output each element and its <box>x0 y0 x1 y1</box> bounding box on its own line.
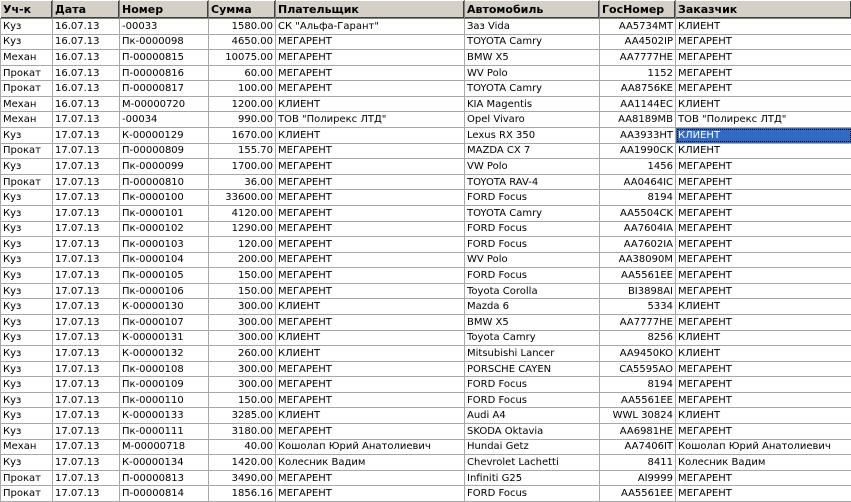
table-row[interactable] <box>1 424 851 440</box>
table-row[interactable] <box>1 283 851 299</box>
cell-number[interactable]: П-00000810 <box>120 174 209 190</box>
cell-customer[interactable]: МЕГАРЕНТ <box>676 205 851 221</box>
cell-plate[interactable]: AA5561EE <box>600 392 676 408</box>
cell-plate[interactable]: AA5504CK <box>600 205 676 221</box>
table-row[interactable] <box>1 455 851 471</box>
cell-plate[interactable]: BI3898AI <box>600 283 676 299</box>
cell-customer[interactable]: МЕГАРЕНТ <box>676 314 851 330</box>
cell-payer[interactable]: Колесник Вадим <box>276 455 465 471</box>
cell-car[interactable]: FORD Focus <box>465 392 600 408</box>
cell-number[interactable]: -00033 <box>120 19 209 35</box>
cell-section[interactable]: Куз <box>1 408 53 424</box>
table-row[interactable] <box>1 190 851 206</box>
cell-date[interactable]: 17.07.13 <box>53 205 120 221</box>
cell-plate[interactable]: AA7777HE <box>600 50 676 66</box>
cell-plate[interactable]: 8194 <box>600 190 676 206</box>
cell-section[interactable]: Прокат <box>1 470 53 486</box>
cell-car[interactable]: VW Polo <box>465 159 600 175</box>
cell-customer[interactable]: МЕГАРЕНТ <box>676 34 851 50</box>
table-row[interactable] <box>1 252 851 268</box>
cell-amount[interactable]: 100.00 <box>209 81 276 97</box>
cell-number[interactable]: Пк-0000111 <box>120 424 209 440</box>
table-row[interactable] <box>1 361 851 377</box>
cell-number[interactable]: П-00000814 <box>120 486 209 502</box>
cell-customer[interactable]: КЛИЕНТ <box>676 96 851 112</box>
cell-date[interactable]: 16.07.13 <box>53 19 120 35</box>
cell-customer[interactable]: МЕГАРЕНТ <box>676 268 851 284</box>
cell-amount[interactable]: 300.00 <box>209 330 276 346</box>
table-row[interactable] <box>1 237 851 253</box>
table-row[interactable] <box>1 128 851 144</box>
cell-car[interactable]: FORD Focus <box>465 190 600 206</box>
cell-customer[interactable]: МЕГАРЕНТ <box>676 424 851 440</box>
cell-plate[interactable]: AA8756KE <box>600 81 676 97</box>
cell-customer[interactable]: МЕГАРЕНТ <box>676 237 851 253</box>
cell-number[interactable]: Пк-0000099 <box>120 159 209 175</box>
cell-number[interactable]: К-00000130 <box>120 299 209 315</box>
cell-payer[interactable]: КЛИЕНТ <box>276 128 465 144</box>
cell-customer[interactable]: МЕГАРЕНТ <box>676 392 851 408</box>
cell-payer[interactable]: МЕГАРЕНТ <box>276 252 465 268</box>
cell-plate[interactable]: AA7604IA <box>600 221 676 237</box>
cell-section[interactable]: Механ <box>1 50 53 66</box>
cell-date[interactable]: 17.07.13 <box>53 143 120 159</box>
cell-number[interactable]: К-00000134 <box>120 455 209 471</box>
cell-number[interactable]: К-00000132 <box>120 346 209 362</box>
cell-plate[interactable]: 5334 <box>600 299 676 315</box>
cell-plate[interactable]: WWL 30824 <box>600 408 676 424</box>
table-row[interactable] <box>1 205 851 221</box>
cell-car[interactable]: KIA Magentis <box>465 96 600 112</box>
cell-section[interactable]: Куз <box>1 330 53 346</box>
cell-section[interactable]: Механ <box>1 112 53 128</box>
cell-amount[interactable]: 300.00 <box>209 299 276 315</box>
cell-date[interactable]: 17.07.13 <box>53 268 120 284</box>
cell-plate[interactable]: 8194 <box>600 377 676 393</box>
table-row[interactable] <box>1 470 851 486</box>
cell-car[interactable]: PORSCHE CAYEN <box>465 361 600 377</box>
cell-car[interactable]: TOYOTA Camry <box>465 34 600 50</box>
cell-customer[interactable]: МЕГАРЕНТ <box>676 50 851 66</box>
cell-section[interactable]: Куз <box>1 361 53 377</box>
cell-plate[interactable]: AA1144EC <box>600 96 676 112</box>
table-row[interactable] <box>1 143 851 159</box>
cell-number[interactable]: Пк-0000105 <box>120 268 209 284</box>
cell-date[interactable]: 17.07.13 <box>53 424 120 440</box>
cell-section[interactable]: Куз <box>1 283 53 299</box>
cell-customer[interactable]: Кошолап Юрий Анатолиевич <box>676 439 851 455</box>
cell-section[interactable]: Куз <box>1 455 53 471</box>
cell-amount[interactable]: 3490.00 <box>209 470 276 486</box>
cell-plate[interactable]: AA9450KO <box>600 346 676 362</box>
table-row[interactable] <box>1 159 851 175</box>
cell-payer[interactable]: КЛИЕНТ <box>276 330 465 346</box>
cell-number[interactable]: П-00000816 <box>120 65 209 81</box>
cell-amount[interactable]: 1290.00 <box>209 221 276 237</box>
cell-customer[interactable]: МЕГАРЕНТ <box>676 283 851 299</box>
cell-customer[interactable]: МЕГАРЕНТ <box>676 159 851 175</box>
cell-amount[interactable]: 1420.00 <box>209 455 276 471</box>
cell-date[interactable]: 16.07.13 <box>53 81 120 97</box>
cell-plate[interactable]: AA8189MB <box>600 112 676 128</box>
cell-date[interactable]: 17.07.13 <box>53 408 120 424</box>
selected-cell[interactable]: КЛИЕНТ <box>676 128 851 144</box>
cell-customer[interactable]: МЕГАРЕНТ <box>676 81 851 97</box>
cell-amount[interactable]: 10075.00 <box>209 50 276 66</box>
cell-amount[interactable]: 300.00 <box>209 377 276 393</box>
cell-payer[interactable]: МЕГАРЕНТ <box>276 221 465 237</box>
cell-plate[interactable]: AA5561EE <box>600 268 676 284</box>
grid-header <box>1 1 851 19</box>
cell-amount[interactable]: 150.00 <box>209 392 276 408</box>
cell-plate[interactable]: AA1990CK <box>600 143 676 159</box>
cell-amount[interactable]: 1856.16 <box>209 486 276 502</box>
cell-amount[interactable]: 1700.00 <box>209 159 276 175</box>
cell-amount[interactable]: 3180.00 <box>209 424 276 440</box>
cell-date[interactable]: 17.07.13 <box>53 159 120 175</box>
column-header-section[interactable]: Уч-к <box>1 1 53 19</box>
cell-car[interactable]: Opel Vivaro <box>465 112 600 128</box>
cell-payer[interactable]: МЕГАРЕНТ <box>276 81 465 97</box>
column-header-payer[interactable]: Плательщик <box>276 1 465 19</box>
cell-section[interactable]: Куз <box>1 346 53 362</box>
cell-payer[interactable]: МЕГАРЕНТ <box>276 159 465 175</box>
column-header-date[interactable]: Дата <box>53 1 120 19</box>
cell-plate[interactable]: CA5595AO <box>600 361 676 377</box>
cell-plate[interactable]: AA7602IA <box>600 237 676 253</box>
cell-number[interactable]: П-00000809 <box>120 143 209 159</box>
cell-section[interactable]: Куз <box>1 314 53 330</box>
cell-section[interactable]: Куз <box>1 299 53 315</box>
cell-car[interactable]: Mitsubishi Lancer <box>465 346 600 362</box>
cell-payer[interactable]: МЕГАРЕНТ <box>276 283 465 299</box>
cell-date[interactable]: 17.07.13 <box>53 112 120 128</box>
cell-customer[interactable]: МЕГАРЕНТ <box>676 65 851 81</box>
cell-date[interactable]: 17.07.13 <box>53 455 120 471</box>
cell-payer[interactable]: МЕГАРЕНТ <box>276 190 465 206</box>
cell-number[interactable]: М-00000720 <box>120 96 209 112</box>
cell-payer[interactable]: МЕГАРЕНТ <box>276 377 465 393</box>
cell-section[interactable]: Куз <box>1 159 53 175</box>
cell-car[interactable]: WV Polo <box>465 65 600 81</box>
cell-date[interactable]: 17.07.13 <box>53 439 120 455</box>
table-row[interactable] <box>1 19 851 35</box>
cell-section[interactable]: Куз <box>1 205 53 221</box>
cell-customer[interactable]: МЕГАРЕНТ <box>676 470 851 486</box>
cell-payer[interactable]: КЛИЕНТ <box>276 346 465 362</box>
cell-car[interactable]: TOYOTA RAV-4 <box>465 174 600 190</box>
cell-date[interactable]: 16.07.13 <box>53 34 120 50</box>
cell-plate[interactable]: AA38090M <box>600 252 676 268</box>
cell-payer[interactable]: МЕГАРЕНТ <box>276 205 465 221</box>
cell-number[interactable]: М-00000718 <box>120 439 209 455</box>
cell-car[interactable]: Infiniti G25 <box>465 470 600 486</box>
cell-customer[interactable]: МЕГАРЕНТ <box>676 377 851 393</box>
cell-amount[interactable]: 4120.00 <box>209 205 276 221</box>
cell-car[interactable]: FORD Focus <box>465 486 600 502</box>
grid-body <box>1 19 851 502</box>
column-header-car[interactable]: Автомобиль <box>465 1 600 19</box>
cell-payer[interactable]: СК "Альфа-Гарант" <box>276 19 465 35</box>
cell-number[interactable]: Пк-0000104 <box>120 252 209 268</box>
cell-customer[interactable]: КЛИЕНТ <box>676 346 851 362</box>
cell-payer[interactable]: МЕГАРЕНТ <box>276 50 465 66</box>
cell-number[interactable]: Пк-0000107 <box>120 314 209 330</box>
cell-date[interactable]: 17.07.13 <box>53 346 120 362</box>
cell-amount[interactable]: 1670.00 <box>209 128 276 144</box>
cell-number[interactable]: Пк-0000102 <box>120 221 209 237</box>
table-row[interactable] <box>1 174 851 190</box>
cell-section[interactable]: Куз <box>1 128 53 144</box>
cell-plate[interactable]: AA7777HE <box>600 314 676 330</box>
cell-payer[interactable]: МЕГАРЕНТ <box>276 237 465 253</box>
cell-section[interactable]: Куз <box>1 252 53 268</box>
table-row[interactable] <box>1 81 851 97</box>
cell-payer[interactable]: МЕГАРЕНТ <box>276 392 465 408</box>
cell-number[interactable]: П-00000815 <box>120 50 209 66</box>
cell-date[interactable]: 17.07.13 <box>53 252 120 268</box>
cell-date[interactable]: 17.07.13 <box>53 237 120 253</box>
column-header-plate[interactable]: ГосНомер <box>600 1 676 19</box>
cell-payer[interactable]: МЕГАРЕНТ <box>276 65 465 81</box>
cell-date[interactable]: 16.07.13 <box>53 50 120 66</box>
cell-number[interactable]: К-00000131 <box>120 330 209 346</box>
cell-payer[interactable]: МЕГАРЕНТ <box>276 470 465 486</box>
cell-car[interactable]: Toyota Camry <box>465 330 600 346</box>
cell-plate[interactable]: AA4502IP <box>600 34 676 50</box>
table-row[interactable] <box>1 330 851 346</box>
cell-date[interactable]: 17.07.13 <box>53 392 120 408</box>
cell-customer[interactable]: МЕГАРЕНТ <box>676 174 851 190</box>
cell-customer[interactable]: КЛИЕНТ <box>676 143 851 159</box>
cell-payer[interactable]: ТОВ "Полирекс ЛТД" <box>276 112 465 128</box>
cell-plate[interactable]: 8256 <box>600 330 676 346</box>
cell-date[interactable]: 17.07.13 <box>53 361 120 377</box>
cell-plate[interactable]: AA3933HT <box>600 128 676 144</box>
cell-date[interactable]: 16.07.13 <box>53 65 120 81</box>
cell-number[interactable]: Пк-0000108 <box>120 361 209 377</box>
cell-payer[interactable]: КЛИЕНТ <box>276 408 465 424</box>
table-row[interactable] <box>1 314 851 330</box>
cell-payer[interactable]: МЕГАРЕНТ <box>276 424 465 440</box>
cell-customer[interactable]: ТОВ "Полирекс ЛТД" <box>676 112 851 128</box>
table-row[interactable] <box>1 221 851 237</box>
cell-plate[interactable]: AA6981HE <box>600 424 676 440</box>
cell-amount[interactable]: 3285.00 <box>209 408 276 424</box>
cell-date[interactable]: 17.07.13 <box>53 299 120 315</box>
cell-amount[interactable]: 300.00 <box>209 361 276 377</box>
column-header-amount[interactable]: Сумма <box>209 1 276 19</box>
cell-date[interactable]: 17.07.13 <box>53 470 120 486</box>
cell-date[interactable]: 17.07.13 <box>53 190 120 206</box>
cell-customer[interactable]: МЕГАРЕНТ <box>676 221 851 237</box>
cell-car[interactable]: Mazda 6 <box>465 299 600 315</box>
table-row[interactable] <box>1 439 851 455</box>
cell-section[interactable]: Прокат <box>1 81 53 97</box>
cell-section[interactable]: Куз <box>1 221 53 237</box>
cell-section[interactable]: Куз <box>1 190 53 206</box>
table-row[interactable] <box>1 408 851 424</box>
cell-section[interactable]: Куз <box>1 424 53 440</box>
cell-car[interactable]: FORD Focus <box>465 377 600 393</box>
cell-section[interactable]: Куз <box>1 34 53 50</box>
header-row <box>1 1 851 19</box>
cell-car[interactable]: MAZDA CX 7 <box>465 143 600 159</box>
cell-payer[interactable]: МЕГАРЕНТ <box>276 314 465 330</box>
cell-plate[interactable]: AA5561EE <box>600 486 676 502</box>
cell-car[interactable]: Lexus RX 350 <box>465 128 600 144</box>
cell-date[interactable]: 17.07.13 <box>53 174 120 190</box>
cell-payer[interactable]: МЕГАРЕНТ <box>276 143 465 159</box>
table-row[interactable] <box>1 486 851 502</box>
cell-section[interactable]: Прокат <box>1 143 53 159</box>
cell-amount[interactable]: 1200.00 <box>209 96 276 112</box>
cell-date[interactable]: 17.07.13 <box>53 330 120 346</box>
cell-customer[interactable]: КЛИЕНТ <box>676 330 851 346</box>
cell-plate[interactable]: AI9999 <box>600 470 676 486</box>
cell-payer[interactable]: МЕГАРЕНТ <box>276 34 465 50</box>
cell-number[interactable]: Пк-0000101 <box>120 205 209 221</box>
cell-car[interactable]: TOYOTA Camry <box>465 81 600 97</box>
cell-amount[interactable]: 1580.00 <box>209 19 276 35</box>
cell-amount[interactable]: 120.00 <box>209 237 276 253</box>
cell-payer[interactable]: КЛИЕНТ <box>276 299 465 315</box>
cell-payer[interactable]: МЕГАРЕНТ <box>276 268 465 284</box>
cell-number[interactable]: Пк-0000100 <box>120 190 209 206</box>
cell-number[interactable]: Пк-0000106 <box>120 283 209 299</box>
cell-amount[interactable]: 33600.00 <box>209 190 276 206</box>
cell-customer[interactable]: КЛИЕНТ <box>676 299 851 315</box>
cell-amount[interactable]: 150.00 <box>209 268 276 284</box>
cell-payer[interactable]: КЛИЕНТ <box>276 96 465 112</box>
cell-date[interactable]: 17.07.13 <box>53 221 120 237</box>
cell-date[interactable]: 16.07.13 <box>53 96 120 112</box>
cell-number[interactable]: К-00000129 <box>120 128 209 144</box>
cell-number[interactable]: Пк-0000098 <box>120 34 209 50</box>
table-row[interactable] <box>1 112 851 128</box>
cell-plate[interactable]: 8411 <box>600 455 676 471</box>
cell-date[interactable]: 17.07.13 <box>53 314 120 330</box>
table-row[interactable] <box>1 34 851 50</box>
cell-amount[interactable]: 990.00 <box>209 112 276 128</box>
table-row[interactable] <box>1 392 851 408</box>
table-row[interactable] <box>1 268 851 284</box>
cell-amount[interactable]: 200.00 <box>209 252 276 268</box>
cell-car[interactable]: Chevrolet Lachetti <box>465 455 600 471</box>
cell-section[interactable]: Куз <box>1 377 53 393</box>
cell-car[interactable]: Hundai Getz <box>465 439 600 455</box>
cell-plate[interactable]: AA5734MT <box>600 19 676 35</box>
cell-amount[interactable]: 260.00 <box>209 346 276 362</box>
cell-section[interactable]: Механ <box>1 439 53 455</box>
cell-section[interactable]: Куз <box>1 19 53 35</box>
cell-payer[interactable]: МЕГАРЕНТ <box>276 486 465 502</box>
cell-payer[interactable]: МЕГАРЕНТ <box>276 361 465 377</box>
cell-car[interactable]: WV Polo <box>465 252 600 268</box>
cell-payer[interactable]: Кошолап Юрий Анатолиевич <box>276 439 465 455</box>
cell-date[interactable]: 17.07.13 <box>53 283 120 299</box>
cell-amount[interactable]: 155.70 <box>209 143 276 159</box>
cell-customer[interactable]: КЛИЕНТ <box>676 408 851 424</box>
cell-amount[interactable]: 300.00 <box>209 314 276 330</box>
cell-plate[interactable]: 1152 <box>600 65 676 81</box>
cell-date[interactable]: 17.07.13 <box>53 486 120 502</box>
cell-amount[interactable]: 150.00 <box>209 283 276 299</box>
cell-car[interactable]: Toyota Corolla <box>465 283 600 299</box>
cell-car[interactable]: FORD Focus <box>465 221 600 237</box>
table-row[interactable] <box>1 377 851 393</box>
cell-number[interactable]: П-00000813 <box>120 470 209 486</box>
cell-amount[interactable]: 60.00 <box>209 65 276 81</box>
cell-car[interactable]: Audi A4 <box>465 408 600 424</box>
cell-amount[interactable]: 40.00 <box>209 439 276 455</box>
cell-customer[interactable]: МЕГАРЕНТ <box>676 361 851 377</box>
cell-payer[interactable]: МЕГАРЕНТ <box>276 174 465 190</box>
cell-car[interactable]: BMW X5 <box>465 50 600 66</box>
cell-amount[interactable]: 36.00 <box>209 174 276 190</box>
cell-section[interactable]: Куз <box>1 268 53 284</box>
column-header-number[interactable]: Номер <box>120 1 209 19</box>
table-row[interactable] <box>1 65 851 81</box>
table-row[interactable] <box>1 346 851 362</box>
cell-section[interactable]: Прокат <box>1 486 53 502</box>
cell-date[interactable]: 17.07.13 <box>53 377 120 393</box>
table-row[interactable] <box>1 299 851 315</box>
cell-number[interactable]: -00034 <box>120 112 209 128</box>
cell-customer[interactable]: КЛИЕНТ <box>676 19 851 35</box>
cell-number[interactable]: П-00000817 <box>120 81 209 97</box>
table-row[interactable] <box>1 50 851 66</box>
cell-section[interactable]: Прокат <box>1 174 53 190</box>
cell-customer[interactable]: МЕГАРЕНТ <box>676 486 851 502</box>
cell-number[interactable]: Пк-0000109 <box>120 377 209 393</box>
cell-plate[interactable]: AA0464IC <box>600 174 676 190</box>
cell-car[interactable]: TOYOTA Camry <box>465 205 600 221</box>
cell-section[interactable]: Прокат <box>1 65 53 81</box>
cell-car[interactable]: SKODA Oktavia <box>465 424 600 440</box>
cell-customer[interactable]: Колесник Вадим <box>676 455 851 471</box>
cell-date[interactable]: 17.07.13 <box>53 128 120 144</box>
cell-number[interactable]: К-00000133 <box>120 408 209 424</box>
cell-section[interactable]: Механ <box>1 96 53 112</box>
cell-amount[interactable]: 4650.00 <box>209 34 276 50</box>
cell-customer[interactable]: МЕГАРЕНТ <box>676 190 851 206</box>
cell-section[interactable]: Куз <box>1 392 53 408</box>
cell-number[interactable]: Пк-0000103 <box>120 237 209 253</box>
cell-plate[interactable]: AA7406IT <box>600 439 676 455</box>
cell-plate[interactable]: 1456 <box>600 159 676 175</box>
cell-car[interactable]: FORD Focus <box>465 237 600 253</box>
cell-car[interactable]: Заз Vida <box>465 19 600 35</box>
cell-section[interactable]: Куз <box>1 237 53 253</box>
table-row[interactable] <box>1 96 851 112</box>
column-header-customer[interactable]: Заказчик <box>676 1 851 19</box>
cell-car[interactable]: BMW X5 <box>465 314 600 330</box>
cell-customer[interactable]: МЕГАРЕНТ <box>676 252 851 268</box>
cell-number[interactable]: Пк-0000110 <box>120 392 209 408</box>
cell-car[interactable]: FORD Focus <box>465 268 600 284</box>
